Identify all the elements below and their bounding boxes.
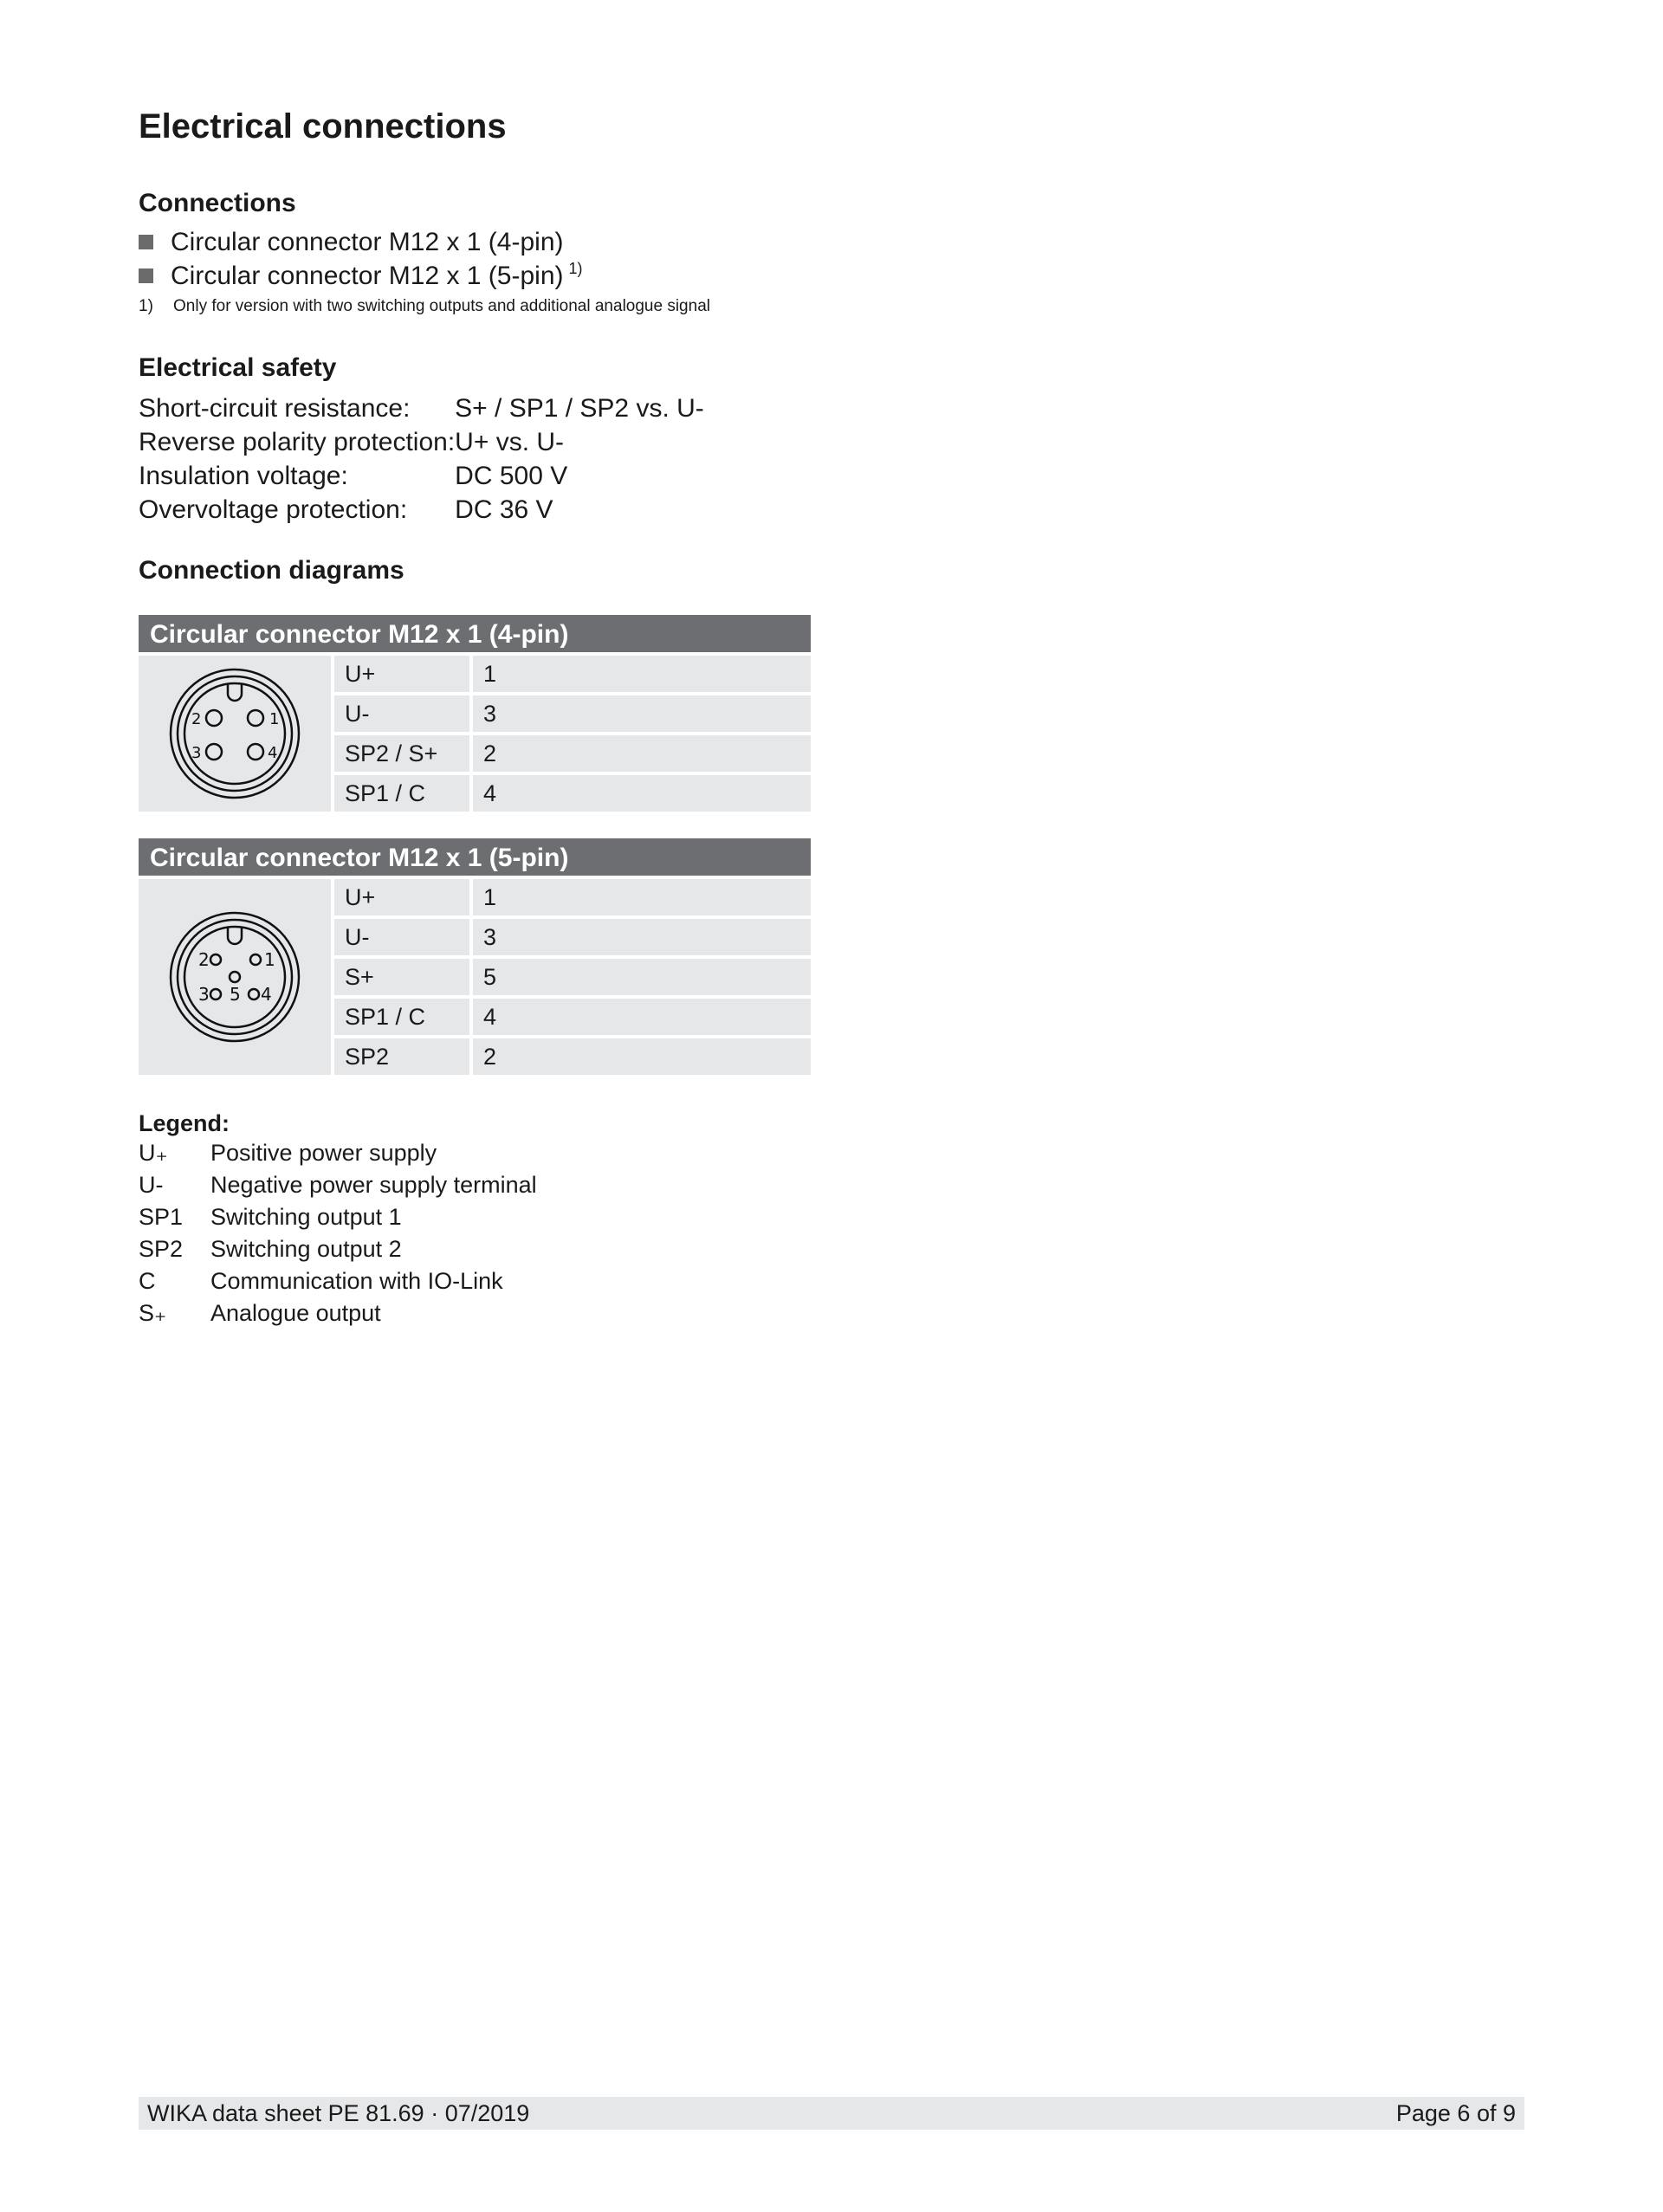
svg-text:2: 2 xyxy=(198,949,210,970)
table-row: C Communication with IO-Link xyxy=(139,1268,503,1294)
table-row: SP2 Switching output 2 xyxy=(139,1236,402,1262)
svg-text:1: 1 xyxy=(264,949,275,970)
page-footer xyxy=(139,2097,1524,2130)
svg-text:1: 1 xyxy=(269,710,280,728)
connections-list xyxy=(139,225,583,293)
connector-4pin-diagram xyxy=(139,656,331,812)
legend-table xyxy=(139,1137,537,1329)
table-row: Short-circuit resistance: S+ / SP1 / SP2 vs. U- xyxy=(139,394,704,423)
table-row: U+ 1 xyxy=(334,656,811,692)
table-row: S+ 5 xyxy=(334,959,811,995)
table-row: SP1 Switching output 1 xyxy=(139,1204,402,1230)
connector-5pin-pin-table xyxy=(334,876,811,1078)
connector-5pin-diagram xyxy=(139,879,331,1075)
svg-text:4: 4 xyxy=(268,744,278,762)
square-bullet-icon xyxy=(139,235,153,249)
table-row: SP1 / C 4 xyxy=(334,775,811,812)
connector-4pin-pin-table xyxy=(334,652,811,815)
table-row: U- 3 xyxy=(334,695,811,732)
electrical-safety-heading: Electrical safety xyxy=(139,353,337,382)
connection-diagrams-heading: Connection diagrams xyxy=(139,556,404,585)
electrical-safety-table xyxy=(139,391,704,527)
connector-4pin-block xyxy=(139,615,811,815)
footnote-ref: 1) xyxy=(568,260,583,277)
table-row: Reverse polarity protection: U+ vs. U- xyxy=(139,428,565,456)
page-title: Electrical connections xyxy=(139,107,507,146)
square-bullet-icon xyxy=(139,268,153,283)
svg-text:5: 5 xyxy=(230,984,241,1005)
table-row: Overvoltage protection: DC 36 V xyxy=(139,495,553,524)
m12-5pin-connector-icon xyxy=(165,908,304,1046)
connector-5pin-block xyxy=(139,838,811,1078)
m12-4pin-connector-icon xyxy=(165,664,304,803)
svg-text:2: 2 xyxy=(191,710,202,728)
legend-heading: Legend: xyxy=(139,1110,230,1136)
connector-5pin-title: Circular connector M12 x 1 (5-pin) xyxy=(139,838,811,876)
table-row: Insulation voltage: DC 500 V xyxy=(139,462,568,490)
svg-text:4: 4 xyxy=(261,984,272,1005)
table-row: U+ 1 xyxy=(334,879,811,915)
table-row: U₊ Positive power supply xyxy=(139,1140,437,1166)
table-row: SP2 / S+ 2 xyxy=(334,735,811,772)
footnote: 1) Only for version with two switching outputs and additional analogue signal xyxy=(139,297,710,315)
footer-page-number: Page 6 of 9 xyxy=(1395,2099,1516,2126)
table-row: U- 3 xyxy=(334,919,811,955)
table-row: U- Negative power supply terminal xyxy=(139,1172,537,1198)
svg-text:3: 3 xyxy=(198,984,210,1005)
svg-text:3: 3 xyxy=(191,744,202,762)
connector-4pin-title: Circular connector M12 x 1 (4-pin) xyxy=(139,615,811,652)
table-row: S₊ Analogue output xyxy=(139,1300,381,1326)
table-row: SP2 2 xyxy=(334,1038,811,1075)
footer-document-id: WIKA data sheet PE 81.69 · 07/2019 xyxy=(147,2099,530,2126)
list-item: Circular connector M12 x 1 (4-pin) xyxy=(139,225,583,259)
table-row: SP1 / C 4 xyxy=(334,999,811,1035)
connections-heading: Connections xyxy=(139,189,296,217)
list-item: Circular connector M12 x 1 (5-pin) $^{1)}$ xyxy=(139,259,583,293)
